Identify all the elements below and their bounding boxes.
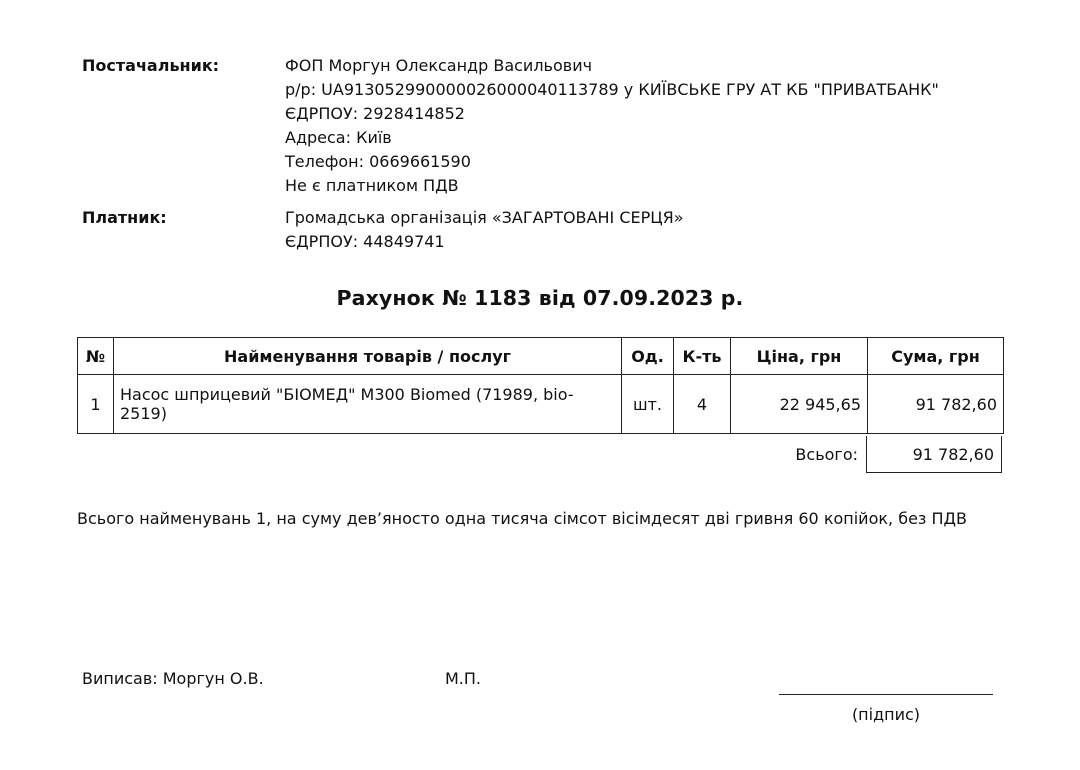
table-row: [78, 375, 1004, 434]
signature-line: [779, 694, 993, 695]
row-qty: 4: [674, 375, 731, 434]
supplier-label: Постачальник:: [82, 56, 220, 75]
header-num: №: [78, 338, 114, 375]
supplier-vat-status: Не є платником ПДВ: [285, 176, 459, 195]
header-unit: Од.: [622, 338, 674, 375]
sum-in-words: Всього найменувань 1, на суму дев’яносто одна тисяча сімсот вісімдесят дві гривня 60 копійок, без ПДВ: [77, 509, 968, 528]
row-price: 22 945,65: [731, 375, 868, 434]
stamp-place: М.П.: [445, 669, 482, 688]
payer-edrpou: ЄДРПОУ: 44849741: [285, 232, 445, 251]
supplier-block: [82, 54, 939, 198]
total-label: Всього:: [795, 445, 858, 464]
row-unit: шт.: [622, 375, 674, 434]
supplier-phone: Телефон: 0669661590: [285, 152, 471, 171]
row-sum: 91 782,60: [868, 375, 1004, 434]
payer-name: Громадська організація «ЗАГАРТОВАНІ СЕРЦЯ»: [285, 208, 684, 227]
supplier-address: Адреса: Київ: [285, 128, 392, 147]
payer-label: Платник:: [82, 208, 167, 227]
supplier-bank-account: р/р: UA913052990000026000040113789 у КИЇВСЬКЕ ГРУ АТ КБ "ПРИВАТБАНК": [285, 80, 939, 99]
invoice-title: Рахунок № 1183 від 07.09.2023 р.: [336, 286, 744, 310]
row-num: 1: [78, 375, 114, 434]
total-value: 91 782,60: [866, 436, 1002, 473]
items-table: [77, 337, 1004, 434]
table-header-row: [78, 338, 1004, 375]
header-price: Ціна, грн: [731, 338, 868, 375]
header-sum: Сума, грн: [868, 338, 1004, 375]
issued-by: Виписав: Моргун О.В.: [82, 669, 264, 688]
payer-block: [82, 206, 684, 254]
supplier-details: [285, 54, 939, 198]
signature-caption: (підпис): [851, 705, 921, 724]
supplier-edrpou: ЄДРПОУ: 2928414852: [285, 104, 465, 123]
supplier-name: ФОП Моргун Олександр Васильович: [285, 56, 593, 75]
header-qty: К-ть: [674, 338, 731, 375]
payer-details: [285, 206, 684, 254]
header-name: Найменування товарів / послуг: [114, 338, 622, 375]
row-name: Насос шприцевий "БІОМЕД" М300 Biomed (71989, bio-2519): [114, 375, 622, 434]
